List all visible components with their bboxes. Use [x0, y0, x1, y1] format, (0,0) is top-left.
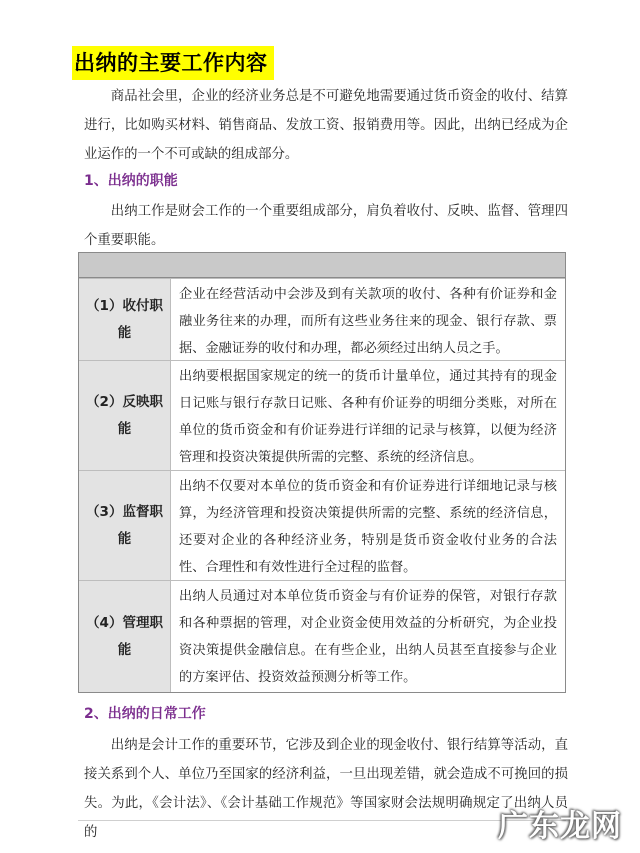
section-2-paragraph: 出纳是会计工作的重要环节，它涉及到企业的现金收付、银行结算等活动，直接关系到个人、单位乃至国家的经济利益，一旦出现差错，就会造成不可挽回的损失。为此，《会计法》、《会计基础工作规范》等国家财会法规明确规定了出纳人员的	[84, 738, 568, 840]
section-2-heading: 2、出纳的日常工作	[84, 706, 206, 722]
table-row	[79, 470, 565, 580]
table-row	[79, 580, 565, 692]
site-watermark: 广东龙网	[498, 809, 622, 844]
functions-table	[78, 252, 566, 693]
bottom-divider	[78, 820, 566, 821]
table-header-bar	[79, 253, 565, 278]
table-row	[79, 278, 565, 360]
row-text: 出纳不仅要对本单位的货币资金和有价证券进行详细地记录与核算，为经济管理和投资决策提供所需的完整、系统的经济信息，还要对企业的各种经济业务，特别是货币资金收付业务的合法性、合理性和有效性进行全过程的监督。	[179, 479, 557, 575]
row-label: （2）反映职能	[79, 361, 171, 470]
page-title: 出纳的主要工作内容	[72, 46, 274, 80]
row-text: 出纳人员通过对本单位货币资金与有价证券的保管，对银行存款和各种票据的管理，对企业资金使用效益的分析研究，为企业投资决策提供金融信息。在有些企业，出纳人员甚至直接参与企业的方案评估、投资效益预测分析等工作。	[179, 589, 557, 685]
section-1-paragraph: 出纳工作是财会工作的一个重要组成部分，肩负着收付、反映、监督、管理四个重要职能。	[84, 204, 568, 248]
row-text: 出纳要根据国家规定的统一的货币计量单位，通过其持有的现金日记账与银行存款日记账、各种有价证券的明细分类账，对所在单位的货币资金和有价证券进行详细的记录与核算，以便为经济管理和投资决策提供所需的完整、系统的经济信息。	[179, 369, 557, 465]
row-text: 企业在经营活动中会涉及到有关款项的收付、各种有价证券和金融业务往来的办理，而所有这些业务往来的现金、银行存款、票据、金融证券的收付和办理，都必须经过出纳人员之手。	[179, 287, 557, 356]
row-label: （4）管理职能	[79, 581, 171, 692]
table-row	[79, 360, 565, 470]
section-1-heading: 1、出纳的职能	[84, 173, 178, 189]
row-label: （3）监督职能	[79, 471, 171, 580]
row-label: （1）收付职能	[79, 279, 171, 360]
intro-paragraph: 商品社会里，企业的经济业务总是不可避免地需要通过货币资金的收付、结算进行，比如购买材料、销售商品、发放工资、报销费用等。因此，出纳已经成为企业运作的一个不可或缺的组成部分。	[84, 89, 568, 162]
